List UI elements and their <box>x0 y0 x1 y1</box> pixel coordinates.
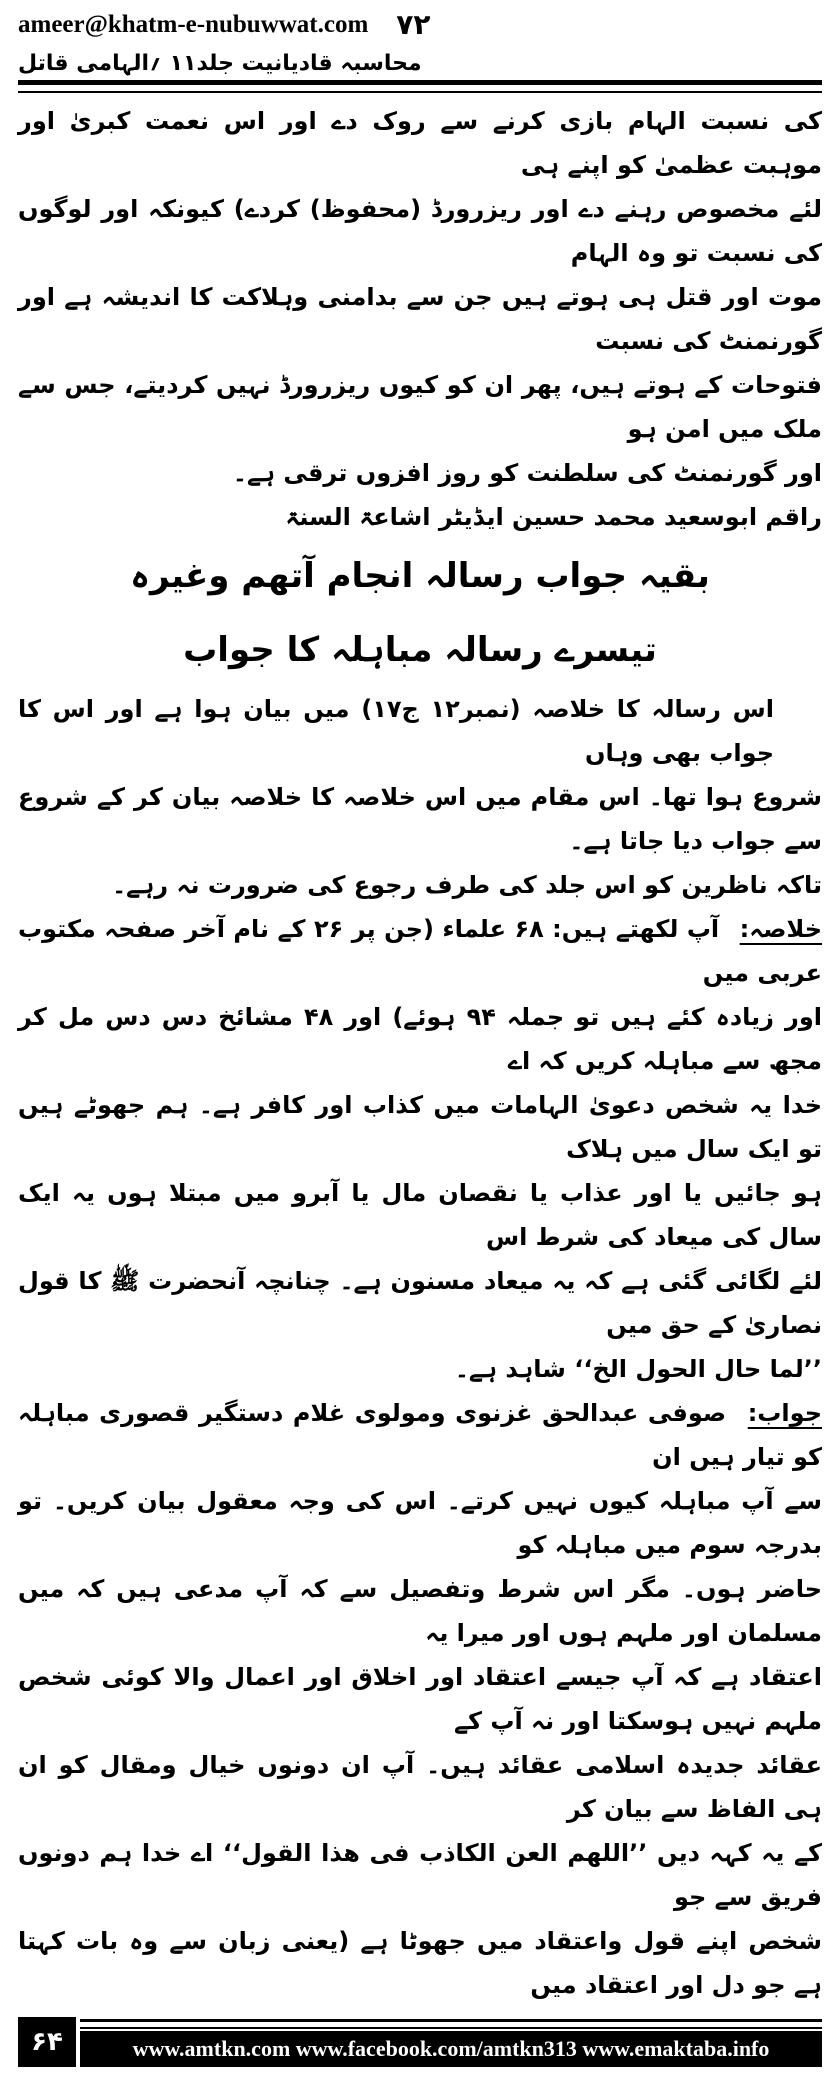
header-book-title: محاسبہ قادیانیت جلد۱۱ ؍الہامی قاتل <box>18 51 422 76</box>
text-line: ’’لما حال الحول الخ‘‘ شاہد ہے۔ <box>454 1355 822 1383</box>
page-body <box>18 99 822 2007</box>
text-line: اس رسالہ کا خلاصہ (نمبر۱۲ ج۱۷) میں بیان ہوا ہے اور اس کا جواب بھی وہاں <box>18 695 775 767</box>
text-line: شخص اپنے قول واعتقاد میں جھوٹا ہے (یعنی زبان سے وہ بات کہتا ہے جو دل اور اعتقاد میں <box>18 1927 822 1999</box>
text-line: سے آپ مباہلہ کیوں نہیں کرتے۔ اس کی وجہ معقول بیان کریں۔ تو بدرجہ سوم میں مباہلہ کو <box>18 1487 822 1559</box>
page-header <box>18 8 822 76</box>
text-line: اور زیادہ کئے ہیں تو جملہ ۹۴ ہوئے) اور ۴۸ مشائخ دس دس مل کر مجھ سے مباہلہ کریں کہ اے <box>18 1003 822 1075</box>
text-line: ہو جائیں یا اور عذاب یا نقصان مال یا آبرو میں مبتلا ہوں یہ ایک سال کی میعاد کی شرط اس <box>18 1179 822 1251</box>
footer-rule <box>80 2019 822 2029</box>
text-line: عقائد جدیدہ اسلامی عقائد ہیں۔ آپ ان دونوں خیال ومقال کو ان ہی الفاظ سے بیان کر <box>18 1751 822 1823</box>
text-line: لئے لگائی گئی ہے کہ یہ میعاد مسنون ہے۔ چنانچہ آنحضرت ﷺ کا قول نصاریٰ کے حق میں <box>18 1267 822 1339</box>
answer-label: جواب: <box>747 1399 822 1427</box>
text-line: موت اور قتل ہی ہوتے ہیں جن سے بدامنی وہلاکت کا اندیشہ ہے اور گورنمنٹ کی نسبت <box>18 283 822 355</box>
answer-text: صوفی عبدالحق غزنوی ومولوی غلام دستگیر قصوری مباہلہ کو تیار ہیں ان <box>18 1399 822 1471</box>
footer-page-number: ۶۴ <box>18 2017 76 2067</box>
text-line-end: اور گورنمنٹ کی سلطنت کو روز افزوں ترقی ہے۔ <box>232 459 822 487</box>
header-left <box>18 8 430 41</box>
section-heading: بقیہ جواب رسالہ انجام آتھم وغیرہ <box>130 556 710 596</box>
text-line: اعتقاد ہے کہ آپ جیسے اعتقاد اور اخلاق اور اعمال والا کوئی شخص ملہم نہیں ہوسکتا اور نہ آپ کے <box>18 1663 822 1735</box>
header-email: ameer@khatm-e-nubuwwat.com <box>18 10 369 38</box>
text-line: فتوحات کے ہوتے ہیں، پھر ان کو کیوں ریزرورڈ نہیں کردیتے، جس سے ملک میں امن ہو <box>18 371 822 443</box>
page <box>18 0 822 2075</box>
section-subheading: تیسرے رسالہ مباہلہ کا جواب <box>183 630 657 670</box>
signature: راقم ابوسعید محمد حسین ایڈیٹر اشاعۃ السنۃ <box>285 503 822 531</box>
summary-first-line <box>18 907 822 995</box>
summary-label: خلاصہ: <box>739 915 822 943</box>
text-line: کی نسبت الہام بازی کرنے سے روک دے اور اس نعمت کبریٰ اور موہبت عظمیٰ کو اپنے ہی <box>18 107 822 179</box>
text-line: حاضر ہوں۔ مگر اس شرط وتفصیل سے کہ آپ مدعی ہیں کہ میں مسلمان اور ملہم ہوں اور میرا یہ <box>18 1575 822 1647</box>
answer-first-line <box>18 1391 822 1479</box>
footer-links: www.amtkn.com www.facebook.com/amtkn313 www.emaktaba.info <box>80 2031 822 2067</box>
text-line: تاکہ ناظرین کو اس جلد کی طرف رجوع کی ضرورت نہ رہے۔ <box>112 871 822 899</box>
page-footer <box>18 2017 822 2067</box>
summary-text: آپ لکھتے ہیں: ۶۸ علماء (جن پر ۲۶ کے نام آخر صفحہ مکتوب عربی میں <box>18 915 822 987</box>
text-line: کے یہ کہہ دیں ’’اللھم العن الکاذب فی ھذا القول‘‘ اے خدا ہم دونوں فریق سے جو <box>18 1839 822 1911</box>
header-page-number: ۷۲ <box>396 8 431 41</box>
signature-line <box>18 451 822 539</box>
header-rule <box>18 80 822 93</box>
text-line: شروع ہوا تھا۔ اس مقام میں اس خلاصہ کا خلاصہ بیان کر کے شروع سے جواب دیا جاتا ہے۔ <box>18 783 822 855</box>
text-line: خدا یہ شخص دعویٰ الہامات میں کذاب اور کافر ہے۔ ہم جھوٹے ہیں تو ایک سال میں ہلاک <box>18 1091 822 1163</box>
text-line: لئے مخصوص رہنے دے اور ریزرورڈ (محفوظ) کردے) کیونکہ اور لوگوں کی نسبت تو وہ الہام <box>18 195 822 267</box>
